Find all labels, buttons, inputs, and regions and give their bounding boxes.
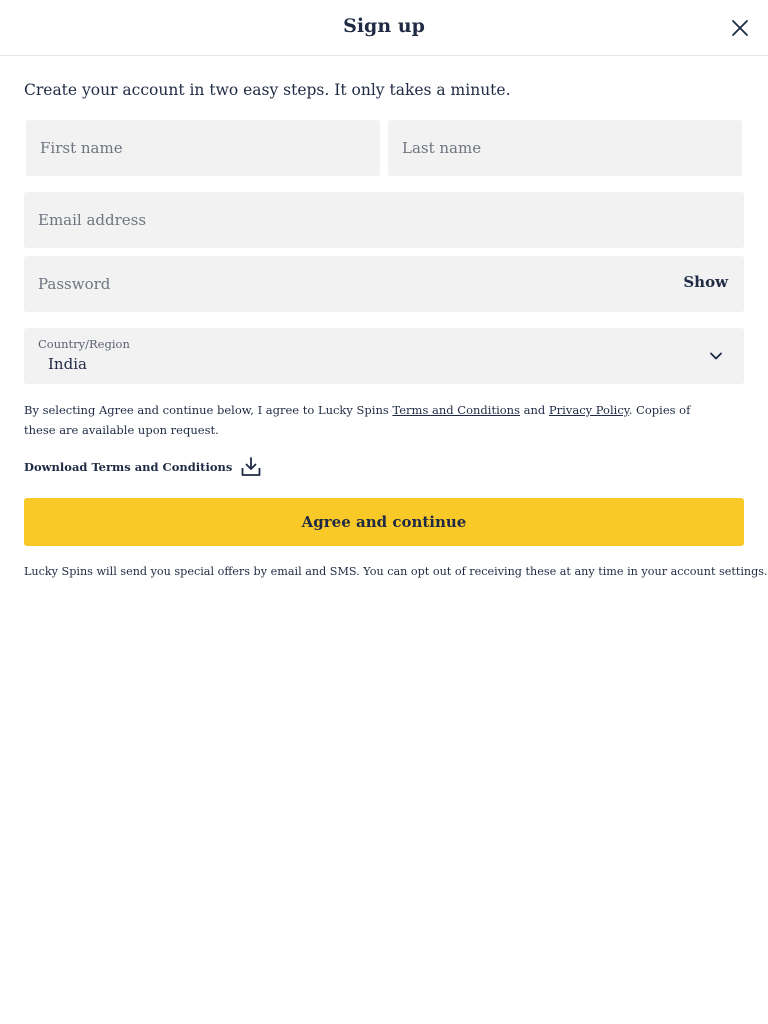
download-terms-link[interactable] [24, 456, 262, 478]
password-input[interactable] [24, 256, 744, 312]
legal-and: and [519, 403, 549, 417]
country-value: India [48, 355, 87, 373]
legal-suffix: . Copies of these are available upon request. [24, 403, 691, 437]
close-icon[interactable] [731, 19, 749, 37]
legal-notice [24, 400, 724, 440]
agree-and-continue-button[interactable]: Agree and continue [24, 498, 744, 546]
header-bar [0, 0, 768, 56]
download-icon[interactable] [240, 456, 262, 478]
country-select[interactable] [24, 328, 744, 384]
close-button[interactable] [728, 16, 752, 40]
privacy-link[interactable]: Privacy Policy [548, 403, 629, 417]
legal-prefix: By selecting Agree and continue below, I agree to Lucky Spins [24, 403, 393, 417]
country-label: Country/Region [38, 337, 130, 351]
last-name-field[interactable] [388, 120, 742, 176]
terms-link[interactable]: Terms and Conditions [392, 403, 520, 417]
last-name-input[interactable] [388, 120, 742, 176]
chevron-down-icon [708, 348, 724, 364]
first-name-field[interactable] [26, 120, 380, 176]
download-label: Download Terms and Conditions [24, 460, 233, 474]
intro-text: Create your account in two easy steps. It only takes a minute. [24, 81, 511, 99]
first-name-input[interactable] [26, 120, 380, 176]
email-input[interactable] [24, 192, 744, 248]
email-field[interactable] [24, 192, 744, 248]
password-field[interactable] [24, 256, 744, 312]
show-password-button[interactable]: Show [683, 273, 728, 291]
offers-notice: Lucky Spins will send you special offers by email and SMS. You can opt out of receiving these at any time in your account settings. [24, 565, 768, 578]
page-title: Sign up [343, 15, 425, 37]
